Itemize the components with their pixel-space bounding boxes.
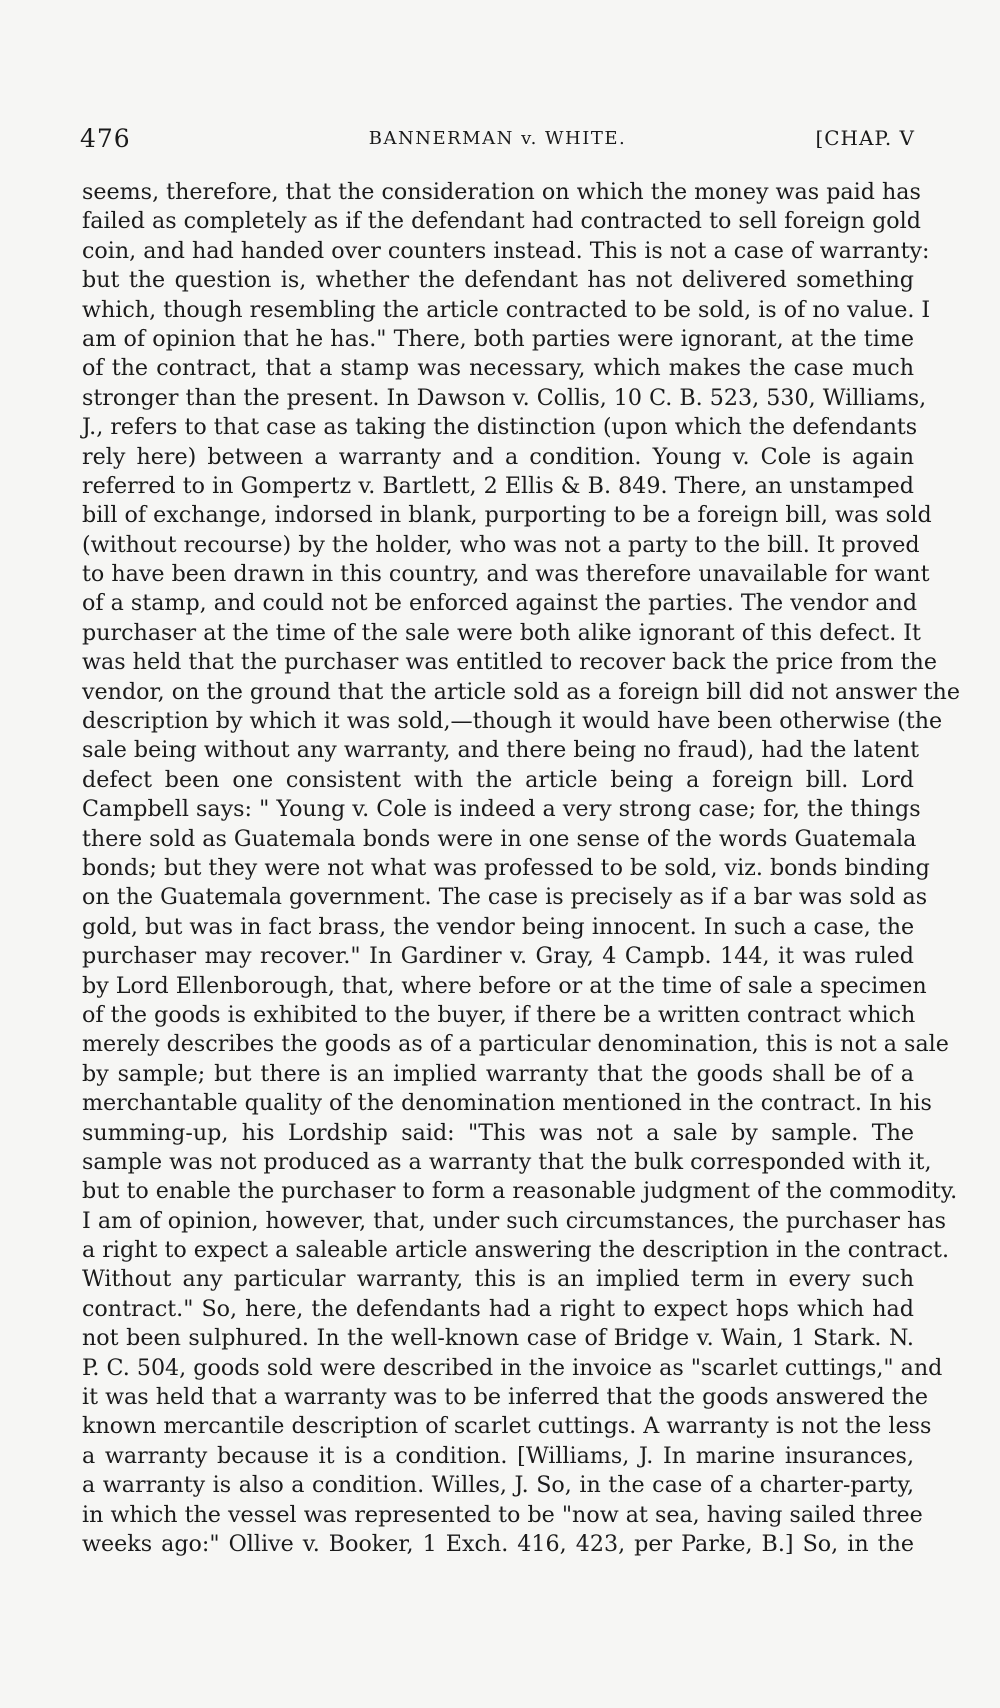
text-line: there sold as Guatemala bonds were in one sense of the words Guatemala bbox=[82, 825, 917, 852]
text-line: vendor, on the ground that the article sold as a foreign bill did not answer the bbox=[82, 678, 960, 705]
text-line: sale being without any warranty, and there being no fraud), had the latent bbox=[82, 737, 920, 764]
text-line: defect been one consistent with the article being a foreign bill. Lord bbox=[82, 766, 914, 793]
text-line: P. C. 504, goods sold were described in the invoice as "scarlet cuttings," and bbox=[82, 1354, 943, 1381]
running-title: BANNERMAN v. WHITE. bbox=[368, 128, 627, 149]
page-number: 476 bbox=[80, 124, 131, 153]
text-line: which, though resembling the article contracted to be sold, is of no value. I bbox=[82, 296, 931, 323]
text-line: known mercantile description of scarlet cuttings. A warranty is not the less bbox=[82, 1413, 932, 1440]
text-line: merchantable quality of the denomination mentioned in the contract. In his bbox=[82, 1090, 932, 1117]
text-line: bonds; but they were not what was professed to be sold, viz. bonds binding bbox=[82, 854, 930, 881]
text-line: to have been drawn in this country, and was therefore unavailable for want bbox=[82, 561, 930, 588]
text-line: by Lord Ellenborough, that, where before or at the time of sale a specimen bbox=[82, 972, 927, 999]
text-line: purchaser at the time of the sale were both alike ignorant of this defect. It bbox=[82, 619, 921, 646]
page-header bbox=[80, 124, 915, 158]
body-text bbox=[82, 178, 960, 1559]
text-line: seems, therefore, that the consideration on which the money was paid has bbox=[82, 179, 921, 205]
text-line: stronger than the present. In Dawson v. Collis, 10 C. B. 523, 530, Williams, bbox=[82, 384, 927, 411]
text-line: not been sulphured. In the well-known case of Bridge v. Wain, 1 Stark. N. bbox=[82, 1325, 914, 1352]
text-line: merely describes the goods as of a particular denomination, this is not a sale bbox=[82, 1031, 949, 1058]
text-line: it was held that a warranty was to be inferred that the goods answered the bbox=[82, 1384, 929, 1411]
text-line: rely here) between a warranty and a condition. Young v. Cole is again bbox=[82, 443, 914, 470]
text-line: of the contract, that a stamp was necessary, which makes the case much bbox=[82, 355, 914, 382]
text-line: I am of opinion, however, that, under such circumstances, the purchaser has bbox=[82, 1207, 947, 1234]
text-line: purchaser may recover." In Gardiner v. Gray, 4 Campb. 144, it was ruled bbox=[82, 943, 914, 970]
text-line: of a stamp, and could not be enforced against the parties. The vendor and bbox=[82, 590, 918, 617]
text-line: sample was not produced as a warranty that the bulk corresponded with it, bbox=[82, 1148, 932, 1175]
text-line: coin, and had handed over counters instead. This is not a case of warranty: bbox=[82, 237, 930, 264]
text-line: bill of exchange, indorsed in blank, purporting to be a foreign bill, was sold bbox=[82, 502, 932, 529]
text-line: but the question is, whether the defendant has not delivered something bbox=[82, 267, 914, 294]
text-line: on the Guatemala government. The case is precisely as if a bar was sold as bbox=[82, 884, 928, 911]
chapter-mark: [CHAP. V bbox=[815, 126, 915, 150]
text-line: gold, but was in fact brass, the vendor being innocent. In such a case, the bbox=[82, 913, 915, 940]
text-line: contract." So, here, the defendants had a right to expect hops which had bbox=[82, 1295, 914, 1322]
text-line: was held that the purchaser was entitled to recover back the price from the bbox=[82, 649, 937, 676]
text-line: weeks ago:" Ollive v. Booker, 1 Exch. 416, 423, per Parke, B.] So, in the bbox=[82, 1530, 914, 1557]
text-line: but to enable the purchaser to form a reasonable judgment of the commodity. bbox=[82, 1178, 958, 1205]
text-line: a right to expect a saleable article answering the description in the contract. bbox=[82, 1237, 950, 1264]
text-line: description by which it was sold,—though it would have been otherwise (the bbox=[82, 708, 943, 735]
text-line: Campbell says: " Young v. Cole is indeed a very strong case; for, the things bbox=[82, 796, 921, 823]
text-line: by sample; but there is an implied warranty that the goods shall be of a bbox=[82, 1060, 914, 1087]
text-line: a warranty is also a condition. Willes, J. So, in the case of a charter-party, bbox=[82, 1472, 914, 1499]
text-line: failed as completely as if the defendant had contracted to sell foreign gold bbox=[82, 208, 921, 235]
text-line: of the goods is exhibited to the buyer, if there be a written contract which bbox=[82, 1001, 916, 1028]
text-line: Without any particular warranty, this is an implied term in every such bbox=[82, 1266, 914, 1293]
text-line: summing-up, his Lordship said: "This was not a sale by sample. The bbox=[82, 1119, 914, 1146]
text-line: J., refers to that case as taking the distinction (upon which the defendants bbox=[82, 414, 918, 441]
text-line: (without recourse) by the holder, who was not a party to the bill. It proved bbox=[82, 531, 920, 558]
text-line: am of opinion that he has." There, both parties were ignorant, at the time bbox=[82, 325, 914, 352]
text-line: in which the vessel was represented to be "now at sea, having sailed three bbox=[82, 1501, 923, 1528]
text-line: a warranty because it is a condition. [Williams, J. In marine insurances, bbox=[82, 1442, 914, 1469]
text-line: referred to in Gompertz v. Bartlett, 2 Ellis & B. 849. There, an unstamped bbox=[82, 472, 914, 499]
